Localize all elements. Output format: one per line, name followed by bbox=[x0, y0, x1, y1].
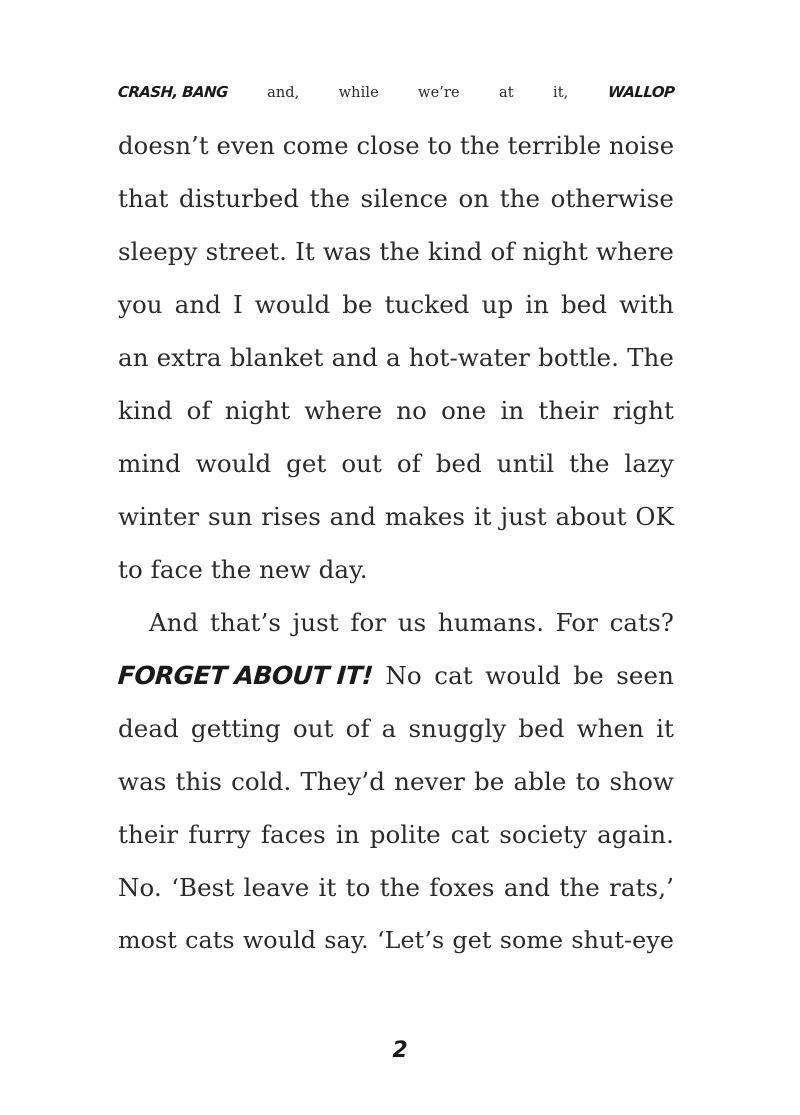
line-text: No cat would be seen bbox=[372, 661, 674, 690]
text-line: winter sun rises and makes it just about OK bbox=[118, 502, 674, 531]
text-line: sleepy street. It was the kind of night where bbox=[118, 237, 674, 266]
text-line: to face the new day. bbox=[118, 555, 368, 584]
text-line: mind would get out of bed until the lazy bbox=[118, 449, 674, 478]
text-line: an extra blanket and a hot-water bottle. The bbox=[118, 343, 674, 372]
sound-effect-wallop: WALLOP bbox=[607, 83, 675, 101]
page-number: 2 bbox=[392, 1038, 408, 1063]
text-line: And that’s just for us humans. For cats? bbox=[149, 608, 674, 637]
text-line bbox=[118, 66, 674, 119]
sound-effect-crash-bang: CRASH, BANG bbox=[117, 83, 229, 101]
line-text: and, while we’re at it, bbox=[227, 85, 608, 101]
page-body bbox=[118, 66, 674, 967]
text-line: was this cold. They’d never be able to show bbox=[118, 767, 674, 796]
text-line: dead getting out of a snuggly bed when it bbox=[118, 714, 674, 743]
paragraph-2 bbox=[118, 596, 674, 967]
paragraph-1 bbox=[118, 66, 674, 596]
text-line: No. ‘Best leave it to the foxes and the rats,’ bbox=[118, 873, 674, 902]
text-line: you and I would be tucked up in bed with bbox=[118, 290, 674, 319]
text-line bbox=[118, 649, 674, 702]
text-line: most cats would say. ‘Let’s get some shut-eye bbox=[118, 926, 674, 954]
text-line: their furry faces in polite cat society again. bbox=[118, 820, 674, 849]
sound-effect-forget-about-it: FORGET ABOUT IT! bbox=[116, 661, 374, 690]
text-line: kind of night where no one in their right bbox=[118, 396, 674, 425]
text-line: doesn’t even come close to the terrible noise bbox=[118, 131, 675, 160]
text-line: that disturbed the silence on the otherwise bbox=[118, 184, 674, 213]
